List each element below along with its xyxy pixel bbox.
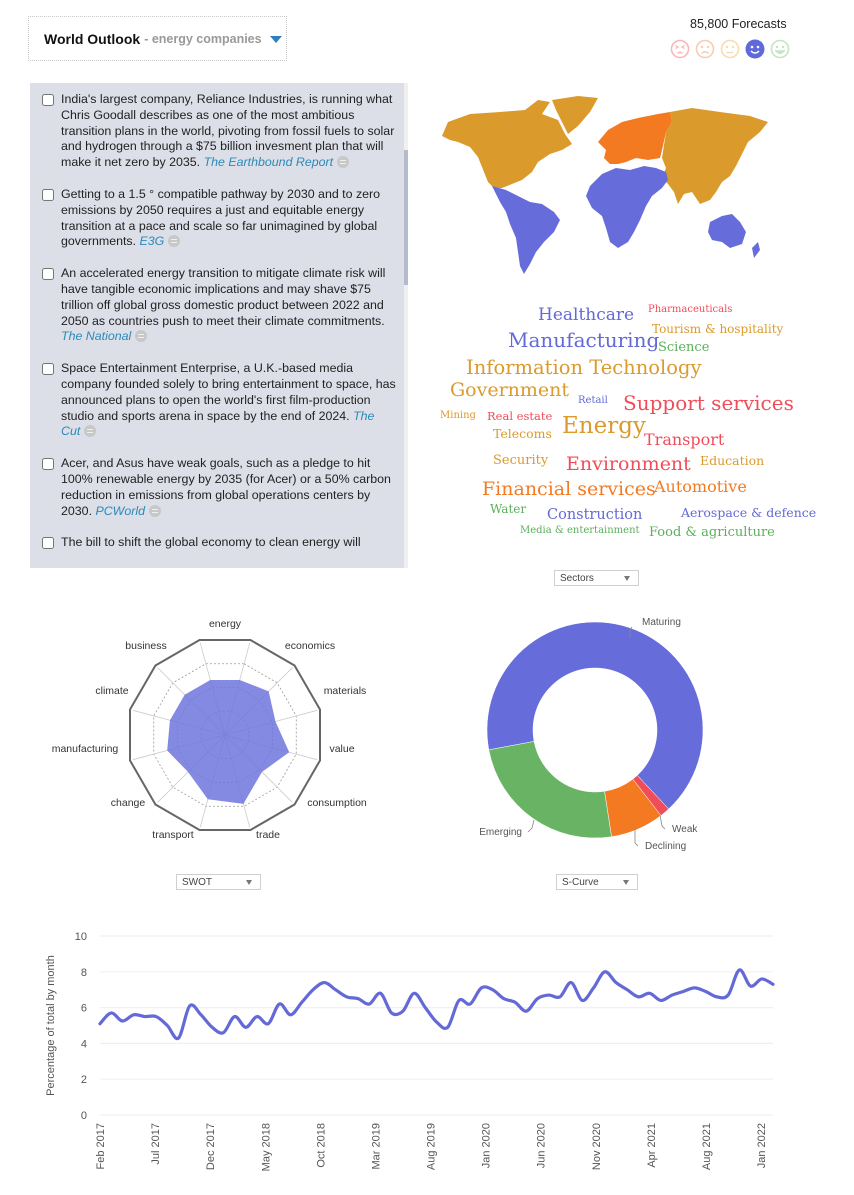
sentiment-filter: [670, 39, 790, 59]
x-tick-label: Oct 2018: [315, 1123, 328, 1168]
data-point[interactable]: [466, 1000, 474, 1008]
word-cloud-term[interactable]: Energy: [562, 413, 646, 439]
word-cloud-term[interactable]: Real estate: [487, 409, 553, 423]
data-point[interactable]: [118, 1017, 126, 1025]
x-tick-label: Jul 2017: [150, 1123, 163, 1165]
donut-label: Emerging: [479, 827, 522, 838]
radar-axis-label: economics: [284, 640, 336, 652]
feed-item: [30, 257, 406, 345]
feed-item-source-link[interactable]: PCWorld: [95, 503, 146, 518]
x-tick-label: Dec 2017: [205, 1123, 218, 1171]
radar-axis-label: transport: [152, 829, 194, 841]
comment-icon[interactable]: [135, 330, 147, 342]
feed-scrollbar-thumb[interactable]: [404, 150, 408, 285]
word-cloud-term[interactable]: Information Technology: [466, 356, 702, 379]
data-point[interactable]: [634, 993, 642, 1001]
feed-item-checkbox[interactable]: [42, 458, 54, 470]
word-cloud-term[interactable]: Media & entertainment: [520, 525, 640, 536]
map-region-africa-middle-east[interactable]: [586, 166, 668, 248]
word-cloud-term[interactable]: Water: [490, 502, 527, 516]
monthly-percentage-line-chart: [30, 920, 830, 1195]
word-cloud-term[interactable]: Tourism & hospitality: [652, 322, 784, 336]
radar-axis-label: energy: [208, 618, 242, 630]
feed-item-source-link[interactable]: E3G: [139, 234, 165, 249]
feed-item-text: Acer, and Asus have weak goals, such as a pledge to hit 100% renewable energy by 2035 (for Acer) or a 50% carbon reduction in emissions from global operations centers by 2030.: [61, 456, 391, 518]
map-region-europe[interactable]: [598, 112, 672, 164]
word-cloud-term[interactable]: Healthcare: [538, 305, 635, 325]
face-neutral-icon[interactable]: [720, 39, 740, 59]
radar-axis-label: manufacturing: [51, 743, 119, 755]
map-region-latin-america[interactable]: [492, 186, 560, 274]
feed-item: [30, 447, 406, 519]
data-point[interactable]: [141, 1013, 149, 1021]
data-point[interactable]: [332, 986, 340, 994]
feed-item-source-link[interactable]: The Cut: [61, 408, 375, 439]
x-tick-label: Jun 2020: [535, 1123, 548, 1169]
x-tick-label: May 2018: [260, 1123, 273, 1172]
data-point[interactable]: [567, 979, 575, 987]
word-cloud-term[interactable]: Financial services: [482, 478, 656, 500]
y-tick-label: 2: [80, 1074, 87, 1087]
forecast-feed[interactable]: [30, 83, 406, 568]
data-point[interactable]: [365, 1000, 373, 1008]
sectors-dropdown[interactable]: [554, 570, 639, 586]
data-point[interactable]: [545, 991, 553, 999]
data-point[interactable]: [264, 1020, 272, 1028]
map-region-north-america[interactable]: [442, 100, 572, 188]
data-point[interactable]: [657, 996, 665, 1004]
word-cloud-term[interactable]: Retail: [578, 395, 608, 406]
data-point[interactable]: [309, 986, 317, 994]
feed-item: [30, 83, 406, 171]
radar-axis-label: materials: [323, 685, 367, 697]
line-series: [100, 970, 773, 1039]
data-point[interactable]: [354, 995, 362, 1003]
comment-icon[interactable]: [337, 156, 349, 168]
donut-label: Declining: [645, 841, 687, 852]
radar-axis-label: trade: [256, 829, 280, 841]
x-tick-label: Nov 2020: [590, 1123, 603, 1171]
radar-axis-label: value: [329, 743, 355, 755]
comment-icon[interactable]: [84, 425, 96, 437]
y-tick-label: 10: [74, 931, 87, 943]
data-point[interactable]: [679, 987, 687, 995]
s-curve-dropdown-value: S-Curve: [562, 877, 599, 888]
data-point[interactable]: [646, 989, 654, 997]
data-point[interactable]: [522, 1007, 530, 1015]
data-point[interactable]: [96, 1020, 104, 1028]
radar-axis-label: climate: [95, 685, 129, 697]
word-cloud-term[interactable]: Mining: [440, 410, 476, 421]
data-point[interactable]: [511, 998, 519, 1006]
topic-selector[interactable]: [28, 16, 287, 61]
data-point[interactable]: [231, 1013, 239, 1021]
sectors-dropdown-value: Sectors: [560, 573, 594, 584]
data-point[interactable]: [107, 1009, 115, 1017]
data-point[interactable]: [735, 966, 743, 974]
donut-label-leader: [635, 828, 638, 846]
donut-label-leader: [528, 820, 534, 832]
data-point[interactable]: [556, 993, 564, 1001]
swot-dropdown[interactable]: [176, 874, 261, 890]
word-cloud-term[interactable]: Transport: [644, 430, 725, 449]
word-cloud-term[interactable]: Telecoms: [493, 426, 552, 441]
data-point[interactable]: [163, 1022, 171, 1030]
s-curve-donut-chart: [470, 600, 720, 860]
y-tick-label: 0: [80, 1110, 87, 1122]
data-point[interactable]: [758, 975, 766, 983]
face-sad-icon[interactable]: [695, 39, 715, 59]
map-region-asia[interactable]: [662, 108, 768, 204]
data-point[interactable]: [500, 995, 508, 1003]
feed-item-checkbox[interactable]: [42, 268, 54, 280]
x-tick-label: Jan 2020: [480, 1123, 493, 1169]
feed-item: [30, 526, 406, 551]
x-tick-label: Feb 2017: [95, 1123, 107, 1170]
feed-item-checkbox[interactable]: [42, 537, 54, 549]
feed-item-text: Space Entertainment Enterprise, a U.K.-based media company founded solely to bring entertainment to space, has announced plans to open the world's first film-production studio and sports arena in space by the end of 2024.: [61, 361, 396, 423]
chevron-down-icon: [624, 576, 630, 581]
data-point[interactable]: [410, 989, 418, 997]
chevron-down-icon: [623, 880, 629, 885]
face-happy-icon[interactable]: [745, 39, 765, 59]
feed-item: [30, 178, 406, 250]
word-cloud-term[interactable]: Education: [700, 453, 765, 468]
data-point[interactable]: [219, 1029, 227, 1037]
data-point[interactable]: [298, 998, 306, 1006]
x-tick-label: Aug 2021: [700, 1123, 713, 1171]
word-cloud-term[interactable]: Environment: [566, 453, 691, 475]
radar-data-area: [167, 680, 289, 804]
data-point[interactable]: [388, 1009, 396, 1017]
y-tick-label: 6: [80, 1002, 87, 1015]
data-point[interactable]: [612, 979, 620, 987]
data-point[interactable]: [433, 1018, 441, 1026]
swot-radar-chart: [40, 605, 390, 850]
data-point[interactable]: [275, 1000, 283, 1008]
word-cloud-term[interactable]: Support services: [623, 391, 794, 415]
data-point[interactable]: [186, 1002, 194, 1010]
word-cloud-term[interactable]: Science: [658, 340, 710, 355]
chevron-down-icon: [246, 880, 252, 885]
donut-label-leader: [660, 815, 665, 829]
data-point[interactable]: [623, 986, 631, 994]
data-point[interactable]: [769, 980, 777, 988]
feed-item-text: An accelerated energy transition to mitigate climate risk will have tangible economic implications and may shave $75 trillion off global gross domestic product between 2022 and 2050 as countries push to meet their climate commitments.: [61, 266, 386, 328]
feed-item-checkbox[interactable]: [42, 94, 54, 106]
donut-label: Weak: [672, 824, 698, 835]
feed-item-source-link[interactable]: The National: [61, 329, 132, 344]
donut-label: Maturing: [642, 617, 681, 628]
data-point[interactable]: [533, 995, 541, 1003]
face-very-happy-icon[interactable]: [770, 39, 790, 59]
data-point[interactable]: [668, 991, 676, 999]
data-point[interactable]: [444, 1023, 452, 1031]
data-point[interactable]: [421, 1004, 429, 1012]
word-cloud-term[interactable]: Aerospace & defence: [681, 505, 817, 520]
page-subtitle: - energy companies: [144, 31, 262, 46]
data-point[interactable]: [747, 982, 755, 990]
x-tick-label: Aug 2019: [425, 1123, 438, 1171]
word-cloud-term[interactable]: Manufacturing: [508, 328, 660, 352]
feed-item: [30, 352, 406, 440]
data-point[interactable]: [690, 984, 698, 992]
data-point[interactable]: [601, 968, 609, 976]
caret-down-icon: [270, 36, 282, 43]
data-point[interactable]: [724, 991, 732, 999]
data-point[interactable]: [208, 1023, 216, 1031]
feed-item-text: The bill to shift the global economy to clean energy will: [61, 535, 361, 550]
word-cloud-term[interactable]: Construction: [547, 507, 643, 523]
y-tick-label: 8: [80, 966, 87, 979]
y-tick-label: 4: [80, 1038, 87, 1051]
data-point[interactable]: [343, 993, 351, 1001]
data-point[interactable]: [253, 1013, 261, 1021]
donut-slice-emerging[interactable]: [489, 741, 612, 838]
feed-item-checkbox[interactable]: [42, 189, 54, 201]
data-point[interactable]: [455, 996, 463, 1004]
feed-item-source-link[interactable]: The Earthbound Report: [203, 155, 334, 170]
page-title: World Outlook: [44, 30, 141, 47]
data-point[interactable]: [242, 1023, 250, 1031]
feed-item-text: Getting to a 1.5 ° compatible pathway by 2030 and to zero emissions by 2050 requires a just and equitable energy transition at a pace and scale so far unimagined by global governments.: [61, 186, 381, 249]
y-axis-label: Percentage of total by month: [45, 955, 57, 1096]
data-point[interactable]: [477, 984, 485, 992]
comment-icon[interactable]: [168, 235, 180, 247]
feed-item-checkbox[interactable]: [42, 363, 54, 375]
data-point[interactable]: [320, 979, 328, 987]
radar-axis-label: change: [110, 797, 146, 809]
word-cloud-term[interactable]: Pharmaceuticals: [648, 304, 733, 315]
data-point[interactable]: [376, 989, 384, 997]
radar-axis-label: consumption: [307, 797, 367, 809]
data-point[interactable]: [287, 1011, 295, 1019]
data-point[interactable]: [590, 984, 598, 992]
face-angry-icon[interactable]: [670, 39, 690, 59]
data-point[interactable]: [175, 1034, 183, 1042]
world-map: [430, 92, 780, 282]
s-curve-dropdown[interactable]: [556, 874, 638, 890]
x-tick-label: Jan 2022: [756, 1123, 768, 1169]
word-cloud-term[interactable]: Security: [493, 453, 549, 468]
word-cloud-term[interactable]: Government: [450, 379, 570, 401]
radar-axis-label: business: [125, 640, 167, 652]
comment-icon[interactable]: [149, 505, 161, 517]
data-point[interactable]: [399, 1007, 407, 1015]
x-tick-label: Apr 2021: [645, 1123, 658, 1168]
data-point[interactable]: [152, 1013, 160, 1021]
map-region-oceania[interactable]: [708, 214, 760, 258]
forecast-count: 85,800 Forecasts: [690, 17, 787, 31]
data-point[interactable]: [702, 987, 710, 995]
data-point[interactable]: [489, 986, 497, 994]
sector-word-cloud: [430, 295, 817, 555]
word-cloud-term[interactable]: Food & agriculture: [649, 525, 775, 540]
data-point[interactable]: [713, 993, 721, 1001]
word-cloud-term[interactable]: Automotive: [654, 477, 747, 496]
data-point[interactable]: [578, 996, 586, 1004]
x-tick-label: Mar 2019: [370, 1123, 383, 1170]
data-point[interactable]: [130, 1011, 138, 1019]
feed-item-text: India's largest company, Reliance Industries, is running what Chris Goodall describes as one of the most ambitious transition plans in the world, pivoting from fossil fuels to solar and hydrogen through a $75 billion invesment plan that will make it net zero by 2035.: [61, 92, 395, 170]
swot-dropdown-value: SWOT: [182, 877, 212, 888]
data-point[interactable]: [197, 1011, 205, 1019]
